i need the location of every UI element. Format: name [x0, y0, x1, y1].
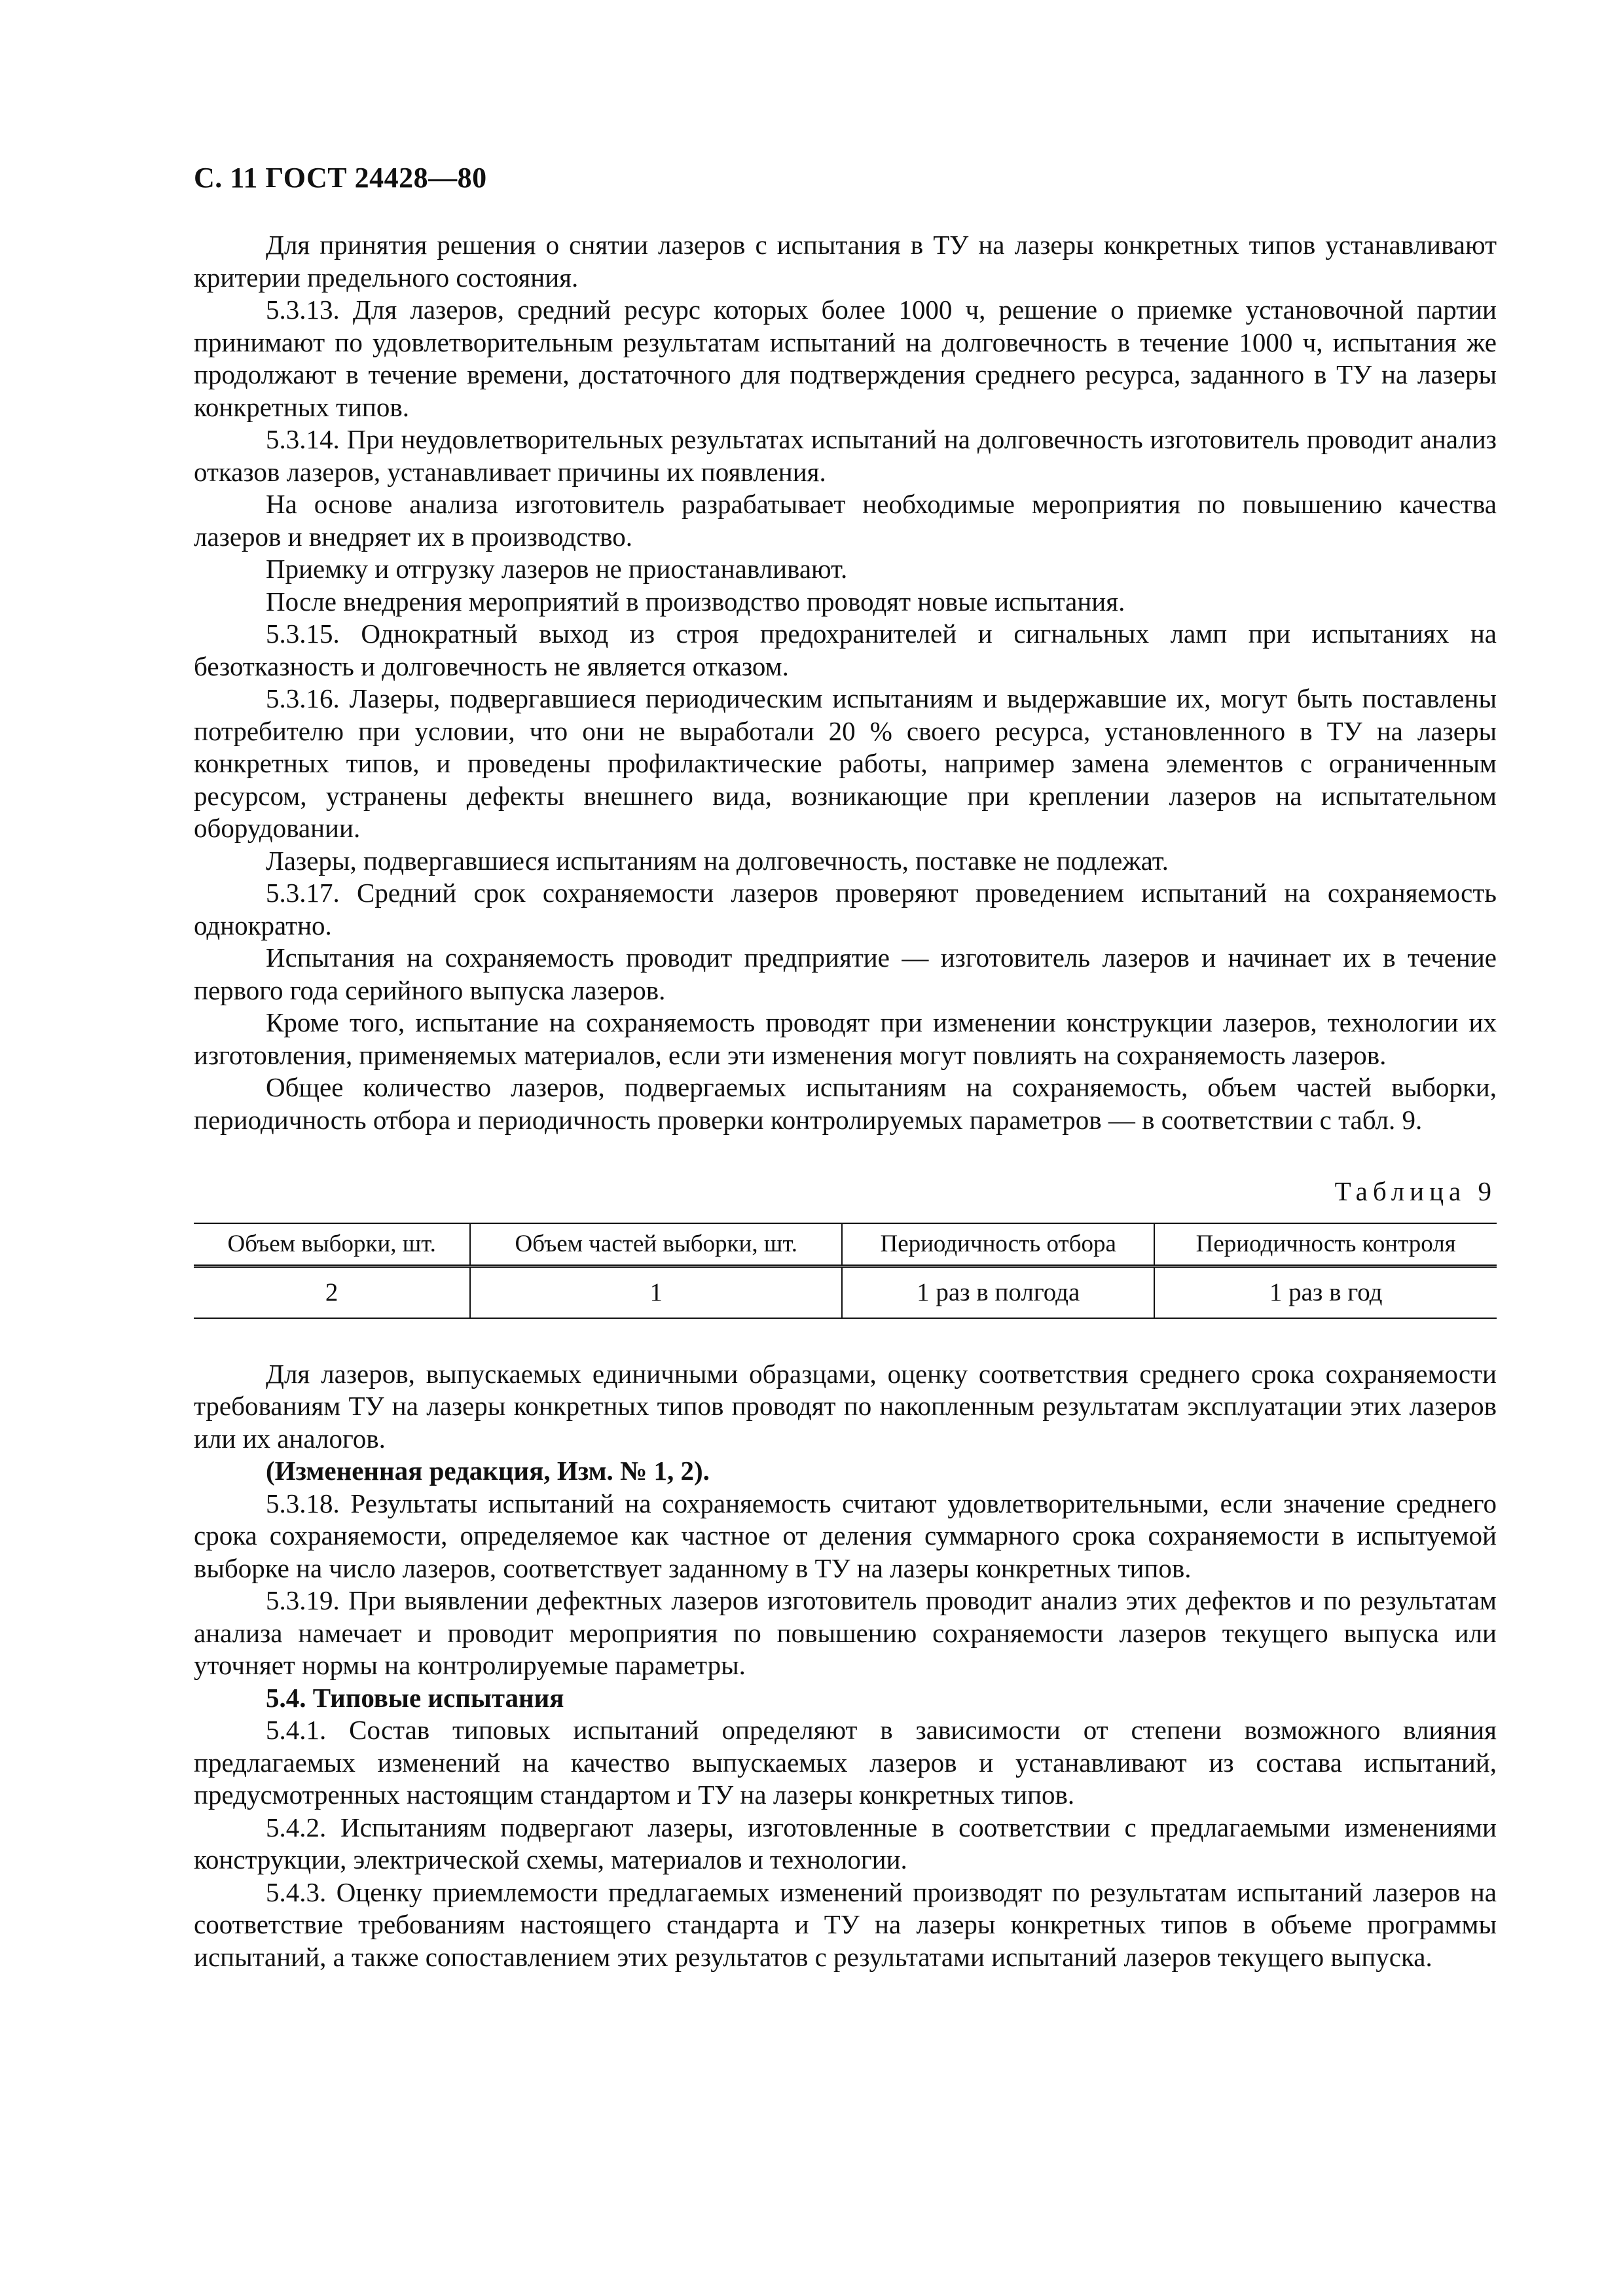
paragraph: Лазеры, подвергавшиеся испытаниям на долговечность, поставке не подлежат. — [266, 845, 1169, 876]
paragraph-5-4-3: 5.4.3. Оценку приемлемости предлагаемых изменений производят по результатам испытаний лазеров на соответствие требованиям настоящего стандарта и ТУ на лазеры конкретных типов в объеме программы испытаний, а также сопоставлением этих результатов с результатами испытаний лазеров текущего выпуска. — [194, 1876, 1497, 1972]
paragraph-5-3-14: 5.3.14. При неудовлетворительных результатах испытаний на долговечность изготовитель проводит анализ отказов лазеров, устанавливает причины их появления. — [194, 424, 1497, 487]
paragraph-5-3-16: 5.3.16. Лазеры, подвергавшиеся периодическим испытаниям и выдержавшие их, могут быть поставлены потребителю при условии, что они не выработали 20 % своего ресурса, установленного в ТУ на лазеры конкретных типов, и проведены профилактические работы, например замена элементов с ограниченным ресурсом, устранены дефекты внешнего вида, возникающие при креплении лазеров на испытательном оборудовании. — [194, 683, 1497, 843]
paragraph-5-3-13: 5.3.13. Для лазеров, средний ресурс которых более 1000 ч, решение о приемке установочной партии принимают по удовлетворительным результатам испытаний на долговечность в течение 1000 ч, испытания же продолжают в течение времени, достаточного для подтверждения среднего ресурса, заданного в ТУ на лазеры конкретных типов. — [194, 295, 1497, 422]
column-header: Объем выборки, шт. — [194, 1223, 470, 1266]
table-cell: 1 раз в полгода — [842, 1266, 1154, 1318]
paragraph: Приемку и отгрузку лазеров не приостанавливают. — [266, 554, 848, 584]
paragraph: Кроме того, испытание на сохраняемость проводят при изменении конструкции лазеров, технологии их изготовления, применяемых материалов, если эти изменения могут повлиять на сохраняемость лазеров. — [194, 1007, 1497, 1070]
table-cell: 2 — [194, 1266, 470, 1318]
amendment-note: (Измененная редакция, Изм. № 1, 2). — [266, 1456, 710, 1486]
column-header: Периодичность контроля — [1154, 1223, 1497, 1266]
table-9 — [194, 1223, 1497, 1319]
paragraph-5-3-17: 5.3.17. Средний срок сохраняемости лазеров проверяют проведением испытаний на сохраняемость однократно. — [194, 878, 1497, 941]
column-header: Объем частей выборки, шт. — [470, 1223, 842, 1266]
page-header: С. 11 ГОСТ 24428—80 — [194, 162, 487, 194]
paragraph-5-4-2: 5.4.2. Испытаниям подвергают лазеры, изготовленные в соответствии с предлагаемыми изменениями конструкции, электрической схемы, материалов и технологии. — [194, 1812, 1497, 1874]
paragraph: Испытания на сохраняемость проводит предприятие — изготовитель лазеров и начинает их в течение первого года серийного выпуска лазеров. — [194, 942, 1497, 1005]
table-cell: 1 раз в год — [1154, 1266, 1497, 1318]
table-cell: 1 — [470, 1266, 842, 1318]
table-row — [194, 1266, 1497, 1318]
paragraph: На основе анализа изготовитель разрабатывает необходимые мероприятия по повышению качества лазеров и внедряет их в производство. — [194, 489, 1497, 552]
paragraph-5-3-15: 5.3.15. Однократный выход из строя предохранителей и сигнальных ламп при испытаниях на безотказность и долговечность не является отказом. — [194, 619, 1497, 681]
table-header-row — [194, 1223, 1497, 1266]
document-body — [194, 229, 1497, 1973]
paragraph-5-4-1: 5.4.1. Состав типовых испытаний определяют в зависимости от степени возможного влияния предлагаемых изменений на качество выпускаемых лазеров и устанавливают из состава испытаний, предусмотренных настоящим стандартом и ТУ на лазеры конкретных типов. — [194, 1715, 1497, 1810]
paragraph: Для принятия решения о снятии лазеров с испытания в ТУ на лазеры конкретных типов устанавливают критерии предельного состояния. — [194, 230, 1497, 293]
paragraph: Для лазеров, выпускаемых единичными образцами, оценку соответствия среднего срока сохраняемости требованиям ТУ на лазеры конкретных типов проводят по накопленным результатам эксплуатации этих лазеров или их аналогов. — [194, 1358, 1497, 1454]
paragraph: После внедрения мероприятий в производство проводят новые испытания. — [266, 586, 1125, 617]
column-header: Периодичность отбора — [842, 1223, 1154, 1266]
paragraph: Общее количество лазеров, подвергаемых испытаниям на сохраняемость, объем частей выборки, периодичность отбора и периодичность проверки контролируемых параметров — в соответствии с табл. 9. — [194, 1072, 1497, 1135]
table-caption: Таблица 9 — [1334, 1176, 1497, 1206]
section-heading-5-4: 5.4. Типовые испытания — [266, 1682, 564, 1713]
paragraph-5-3-18: 5.3.18. Результаты испытаний на сохраняемость считают удовлетворительными, если значение среднего срока сохраняемости, определяемое как частное от деления суммарного срока сохраняемости в испытуемой выборке на число лазеров, соответствует заданному в ТУ на лазеры конкретных типов. — [194, 1488, 1497, 1583]
paragraph-5-3-19: 5.3.19. При выявлении дефектных лазеров изготовитель проводит анализ этих дефектов и по результатам анализа намечает и проводит мероприятия по повышению сохраняемости лазеров текущего выпуска или уточняет нормы на контролируемые параметры. — [194, 1585, 1497, 1680]
